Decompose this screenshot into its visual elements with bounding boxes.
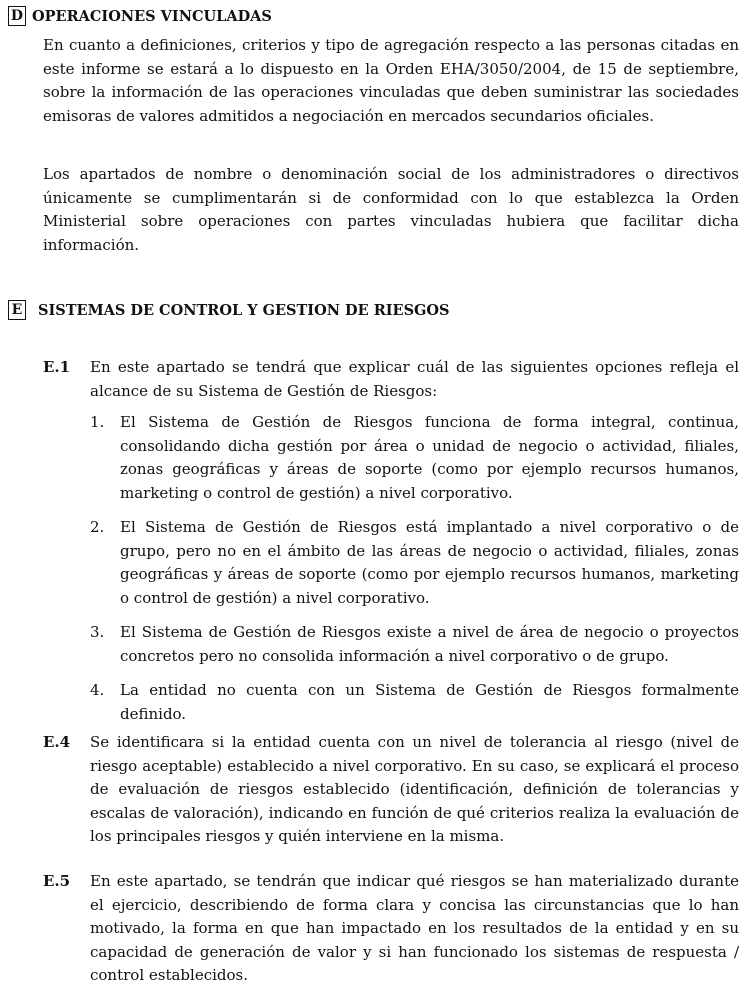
option-text: El Sistema de Gestión de Riesgos funciona de forma integral, continua, consolidando dicha gestión por área o unidad de negocio o actividad, filiales, zonas geográficas y áreas de soporte (como por ejemplo recursos humanos, marketing o control de gestión) a nivel corporativo.	[120, 413, 739, 502]
item-e5	[43, 870, 739, 988]
item-e4-text: Se identificara si la entidad cuenta con un nivel de tolerancia al riesgo (nivel de riesgo aceptable) establecido a nivel corporativo. En su caso, se explicará el proceso de evaluación de riesgos establecido (identificación, definición de tolerancias y escalas de valoración), indicando en función de qué criterios realiza la evaluación de los principales riesgos y quién interviene en la misma.	[90, 733, 739, 845]
item-e4-label: E.4	[43, 733, 71, 751]
item-e1-text: En este apartado se tendrá que explicar cuál de las siguientes opciones refleja el alcance de su Sistema de Gestión de Riesgos:	[90, 358, 739, 400]
option-text: El Sistema de Gestión de Riesgos existe a nivel de área de negocio o proyectos concretos pero no consolida información a nivel corporativo o de grupo.	[120, 623, 739, 665]
section-d-title: OPERACIONES VINCULADAS	[32, 7, 272, 25]
option-list	[90, 411, 739, 726]
item-e5-label: E.5	[43, 872, 71, 890]
section-e-title: SISTEMAS DE CONTROL Y GESTION DE RIESGOS	[38, 301, 450, 319]
section-d-heading	[8, 6, 272, 26]
option-number: 2.	[90, 518, 105, 536]
option-item	[90, 411, 739, 505]
option-item	[90, 516, 739, 610]
option-number: 1.	[90, 413, 105, 431]
section-d-paragraph-2: Los apartados de nombre o denominación social de los administradores o directivos únicamente se cumplimentarán si de conformidad con lo que establezca la Orden Ministerial sobre operaciones con partes vinculadas hubiera que facilitar dicha información.	[43, 165, 739, 254]
item-e4	[43, 731, 739, 849]
option-number: 4.	[90, 681, 105, 699]
option-number: 3.	[90, 623, 105, 641]
item-e1	[43, 356, 739, 737]
section-e-heading	[8, 300, 450, 320]
section-e-letter-box: E	[8, 300, 26, 320]
option-text: El Sistema de Gestión de Riesgos está implantado a nivel corporativo o de grupo, pero no en el ámbito de las áreas de negocio o actividad, filiales, zonas geográficas y áreas de soporte (como por ejemplo recursos humanos, marketing o control de gestión) a nivel corporativo.	[120, 518, 739, 607]
option-item	[90, 621, 739, 668]
item-e5-text: En este apartado, se tendrán que indicar qué riesgos se han materializado durante el ejercicio, describiendo de forma clara y concisa las circunstancias que lo han motivado, la forma en que han impactado en los resultados de la entidad y en su capacidad de generación de valor y si han funcionado los sistemas de respuesta / control establecidos.	[90, 872, 739, 984]
item-e1-label: E.1	[43, 358, 71, 376]
section-d-letter-box: D	[8, 6, 26, 26]
option-text: La entidad no cuenta con un Sistema de Gestión de Riesgos formalmente definido.	[120, 681, 739, 723]
option-item	[90, 679, 739, 726]
section-d-paragraph-1: En cuanto a definiciones, criterios y tipo de agregación respecto a las personas citadas en este informe se estará a lo dispuesto en la Orden EHA/3050/2004, de 15 de septiembre, sobre la información de las operaciones vinculadas que deben suministrar las sociedades emisoras de valores admitidos a negociación en mercados secundarios oficiales.	[43, 36, 739, 125]
